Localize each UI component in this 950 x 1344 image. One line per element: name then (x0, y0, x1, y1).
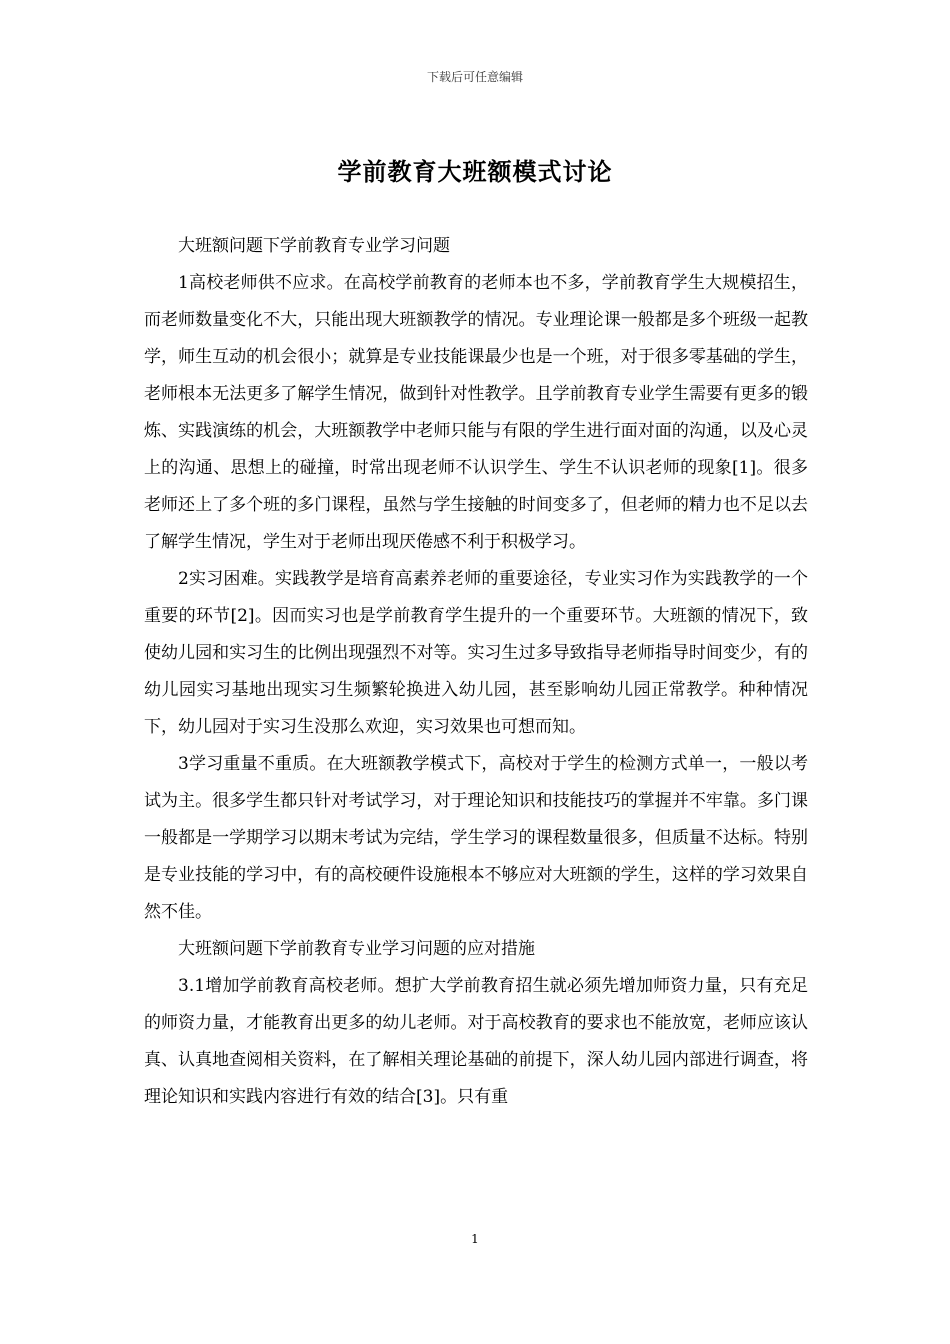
section-heading: 大班额问题下学前教育专业学习问题的应对措施 (178, 939, 535, 959)
body-paragraph: 3.1增加学前教育高校老师。想扩大学前教育招生就必须先增加师资力量，只有充足的师资力量，才能教育出更多的幼儿老师。对于高校教育的要求也不能放宽，老师应该认真、认真地查阅相关资料，在了解相关理论基础的前提下，深人幼儿园内部进行调查，将理论知识和实践内容进行有效的结合[3]。只有重 (144, 976, 808, 1107)
body-paragraph: 1高校老师供不应求。在高校学前教育的老师本也不多，学前教育学生大规模招生，而老师数量变化不大，只能出现大班额教学的情况。专业理论课一般都是多个班级一起教学，师生互动的机会很小；就算是专业技能课最少也是一个班，对于很多零基础的学生，老师根本无法更多了解学生情况，做到针对性教学。且学前教育专业学生需要有更多的锻炼、实践演练的机会，大班额教学中老师只能与有限的学生进行面对面的沟通，以及心灵上的沟通、思想上的碰撞，时常出现老师不认识学生、学生不认识老师的现象[1]。很多老师还上了多个班的多门课程，虽然与学生接触的时间变多了，但老师的精力也不足以去了解学生情况，学生对于老师出现厌倦感不利于积极学习。 (144, 273, 808, 552)
document-body (144, 228, 808, 1116)
page-number: 1 (471, 1232, 479, 1246)
body-paragraph: 2实习困难。实践教学是培育高素养老师的重要途径，专业实习作为实践教学的一个重要的环节[2]。因而实习也是学前教育学生提升的一个重要环节。大班额的情况下，致使幼儿园和实习生的比例出现强烈不对等。实习生过多导致指导老师指导时间变少，有的幼儿园实习基地出现实习生频繁轮换进入幼儿园，甚至影响幼儿园正常教学。种种情况下，幼儿园对于实习生没那么欢迎，实习效果也可想而知。 (144, 569, 808, 737)
header-note: 下载后可任意编辑 (426, 70, 523, 84)
body-paragraph: 3学习重量不重质。在大班额教学模式下，高校对于学生的检测方式单一，一般以考试为主。很多学生都只针对考试学习，对于理论知识和技能技巧的掌握并不牢靠。多门课一般都是一学期学习以期末考试为完结，学生学习的课程数量很多，但质量不达标。特别是专业技能的学习中，有的高校硬件设施根本不够应对大班额的学生，这样的学习效果自然不佳。 (144, 754, 808, 922)
document-title: 学前教育大班额模式讨论 (337, 157, 613, 186)
section-heading: 大班额问题下学前教育专业学习问题 (178, 236, 450, 256)
